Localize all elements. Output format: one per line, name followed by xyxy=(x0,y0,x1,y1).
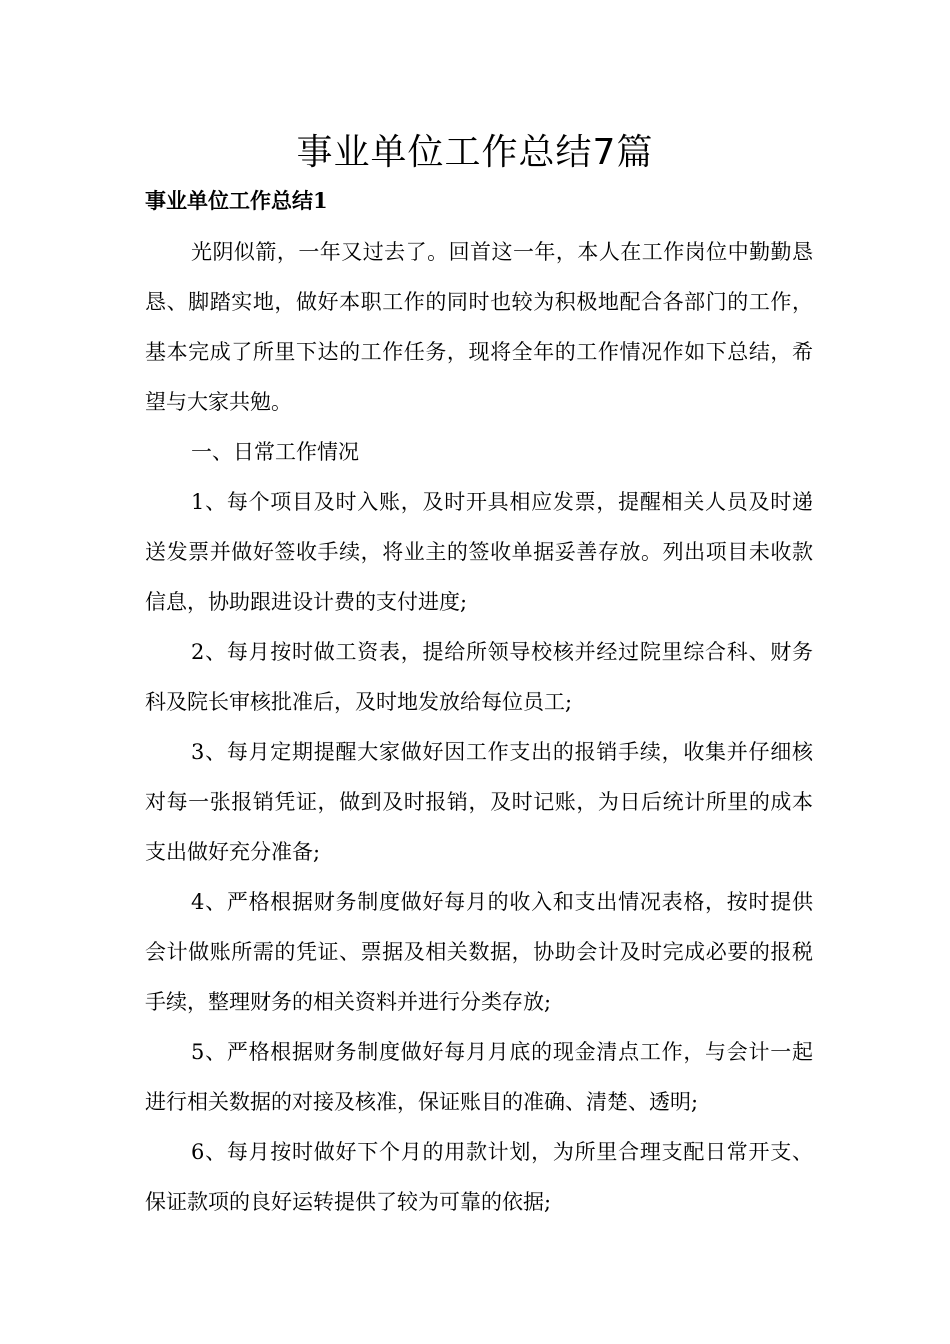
list-item: 4、严格根据财务制度做好每月的收入和支出情况表格，按时提供会计做账所需的凭证、票据及相关数据，协助会计及时完成必要的报税手续，整理财务的相关资料并进行分类存放; xyxy=(145,890,813,1014)
intro-paragraph: 光阴似箭，一年又过去了。回首这一年，本人在工作岗位中勤勤恳恳、脚踏实地，做好本职工作的同时也较为积极地配合各部门的工作，基本完成了所里下达的工作任务，现将全年的工作情况作如下总结，希望与大家共勉。 xyxy=(145,240,813,414)
list-item: 5、严格根据财务制度做好每月月底的现金清点工作，与会计一起进行相关数据的对接及核准，保证账目的准确、清楚、透明; xyxy=(145,1040,813,1114)
document-body xyxy=(145,227,813,1227)
section-heading: 事业单位工作总结1 xyxy=(145,188,328,213)
document-title: 事业单位工作总结7篇 xyxy=(296,132,654,173)
list-item: 1、每个项目及时入账，及时开具相应发票，提醒相关人员及时递送发票并做好签收手续，将业主的签收单据妥善存放。列出项目未收款信息，协助跟进设计费的支付进度; xyxy=(145,490,813,614)
subheading-daily-work: 一、日常工作情况 xyxy=(191,440,359,464)
list-item: 6、每月按时做好下个月的用款计划，为所里合理支配日常开支、保证款项的良好运转提供了较为可靠的依据; xyxy=(145,1140,813,1214)
list-item: 2、每月按时做工资表，提给所领导校核并经过院里综合科、财务科及院长审核批准后，及时地发放给每位员工; xyxy=(145,640,813,714)
list-item: 3、每月定期提醒大家做好因工作支出的报销手续，收集并仔细核对每一张报销凭证，做到及时报销，及时记账，为日后统计所里的成本支出做好充分准备; xyxy=(145,740,813,864)
